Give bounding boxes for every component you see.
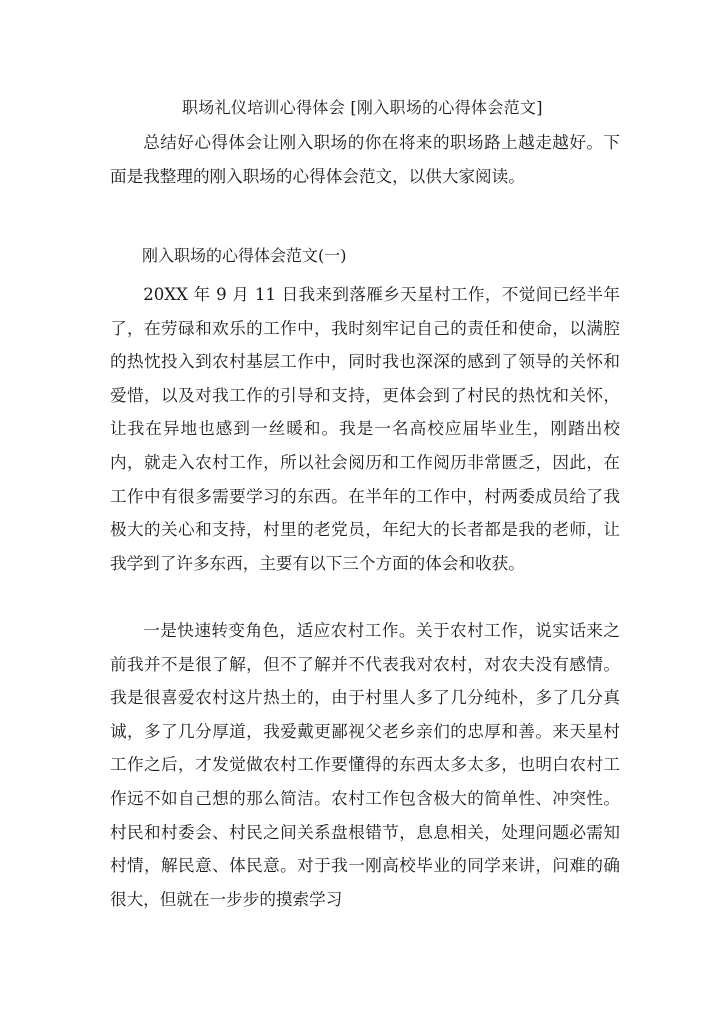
section-heading: 刚入职场的心得体会范文(一) (142, 246, 347, 265)
body-paragraph-2: 一是快速转变角色，适应农村工作。关于农村工作，说实话来之前我并不是很了解，但不了解并不代表我对农村，对农夫没有感情。我是很喜爱农村这片热土的，由于村里人多了几分纯朴，多了几分真诚，多了几分厚道，我爱戴更鄙视父老乡亲们的忠厚和善。来天星村工作之后，才发觉做农村工作要懂得的东西太多太多，也明白农村工作远不如自己想的那么简洁。农村工作包含极大的简单性、冲突性。村民和村委会、村民之间关系盘根错节，息息相关，处理问题必需知村情，解民意、体民意。对于我一刚高校毕业的同学来讲，问难的确很大，但就在一步步的摸索学习 (110, 621, 620, 909)
body-paragraph-1: 20XX 年 9 月 11 日我来到落雁乡天星村工作，不觉间已经半年了，在劳碌和欢乐的工作中，我时刻牢记自己的责任和使命，以满腔的热忱投入到农村基层工作中，同时我也深深的感到了领导的关怀和爱惜，以及对我工作的引导和支持，更体会到了村民的热忱和关怀，让我在异地也感到一丝暖和。我是一名高校应届毕业生，刚踏出校内，就走入农村工作，所以社会阅历和工作阅历非常匮乏，因此，在工作中有很多需要学习的东西。在半年的工作中，村两委成员给了我极大的关心和支持，村里的老党员，年纪大的长者都是我的老师，让我学到了许多东西，主要有以下三个方面的体会和收获。 (110, 285, 620, 573)
document-title: 职场礼仪培训心得体会 [刚入职场的心得体会范文] (182, 98, 543, 117)
intro-paragraph: 总结好心得体会让刚入职场的你在将来的职场路上越走越好。下面是我整理的刚入职场的心得体会范文，以供大家阅读。 (110, 133, 620, 186)
